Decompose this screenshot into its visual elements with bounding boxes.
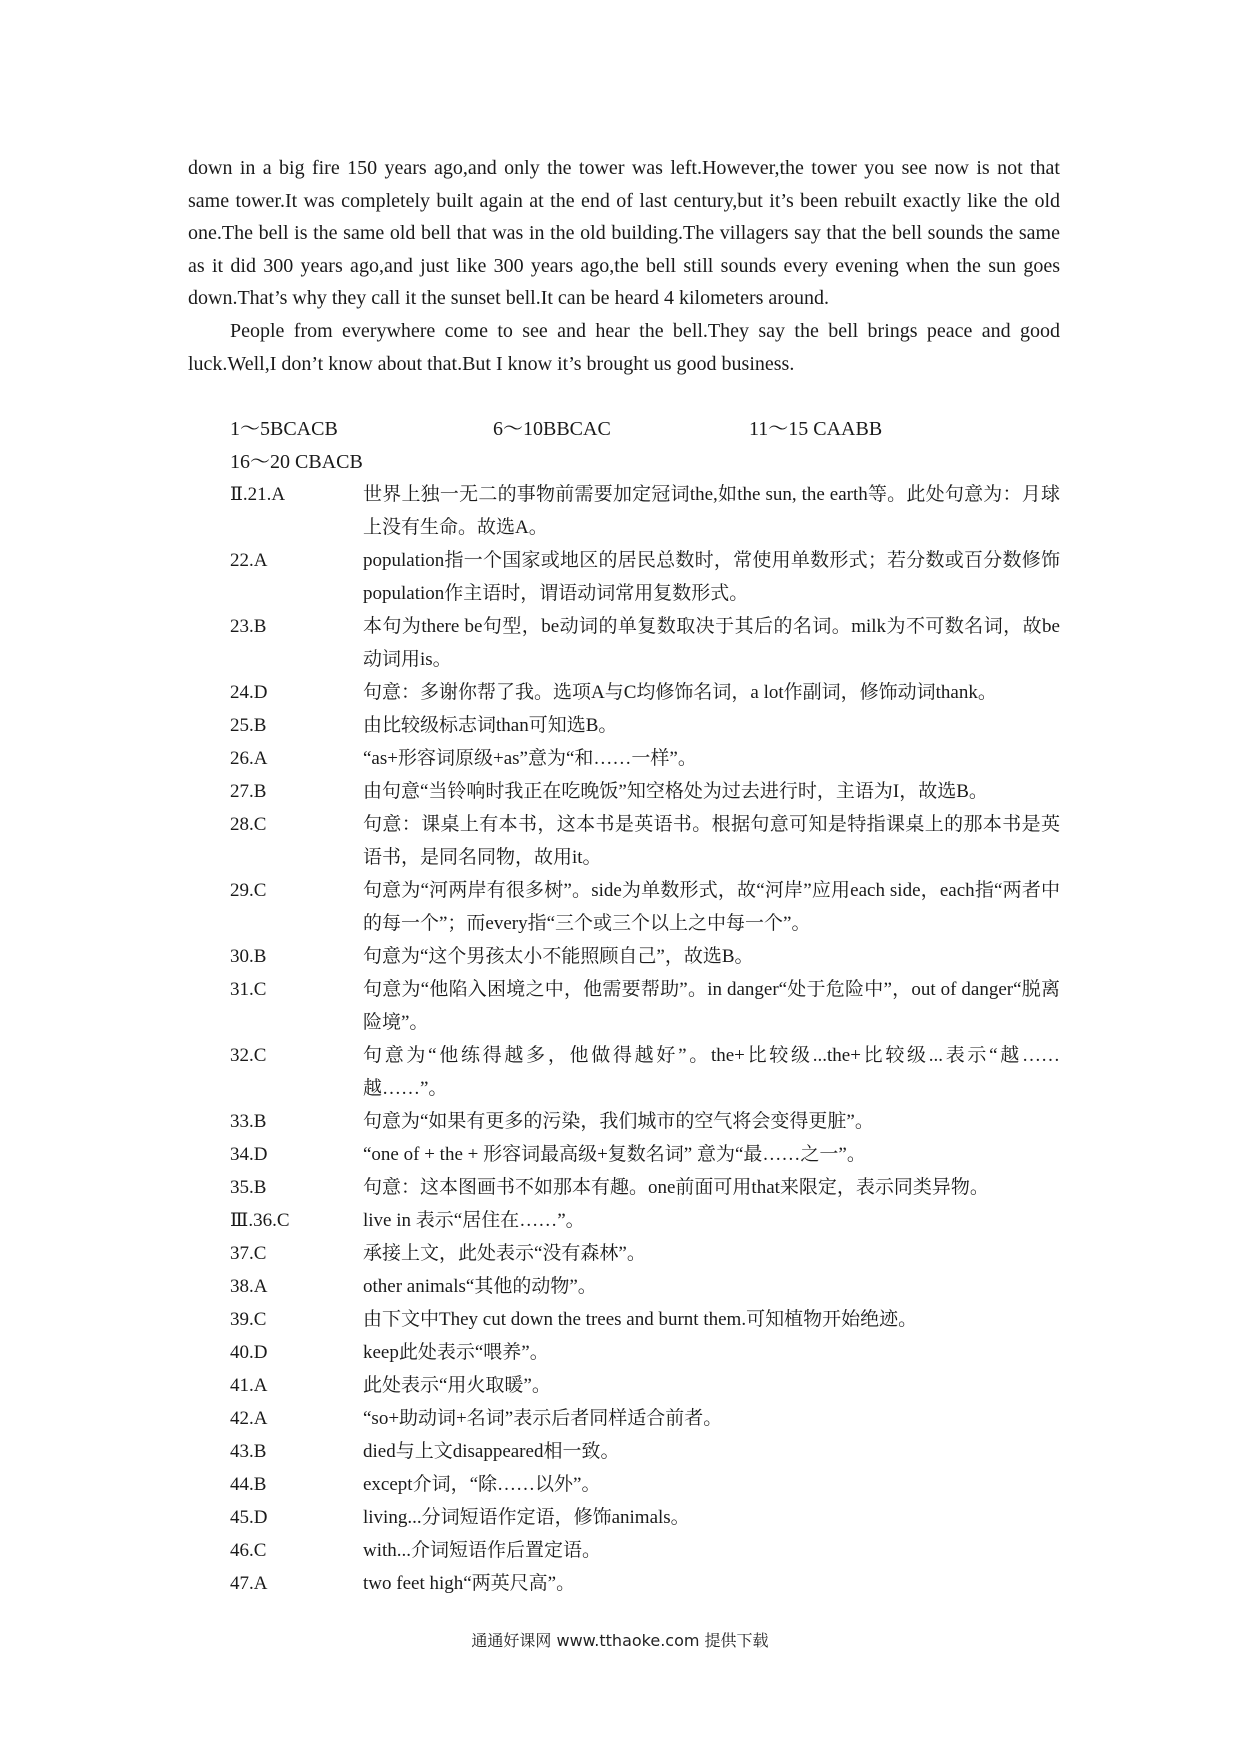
answer-number: 42.A [230, 1408, 268, 1429]
answer-group-6-10: 6～10BBCAC [493, 418, 611, 440]
answer-number: 31.C [230, 979, 267, 1000]
answer-item [230, 544, 1060, 610]
answer-explanation: 承接上文，此处表示“没有森林”。 [363, 1243, 646, 1264]
answer-explanation: 由比较级标志词than可知选B。 [363, 715, 618, 736]
answer-item [230, 1171, 1060, 1204]
answer-explanation: “so+助动词+名词”表示后者同样适合前者。 [363, 1408, 723, 1429]
passage-paragraph-2: People from everywhere come to see and hear the bell.They say the bell brings peace and good luck.Well,I don’t know about that.But I know it’s brought us good business. [188, 319, 1060, 375]
answer-item [230, 1567, 1060, 1600]
answer-explanation: other animals“其他的动物”。 [363, 1276, 597, 1297]
answer-group-16-20: 16～20 CBACB [230, 451, 363, 473]
answer-explanation: 句意为“这个男孩太小不能照顾自己”，故选B。 [363, 946, 754, 967]
answer-explanation: two feet high“两英尺高”。 [363, 1573, 576, 1594]
answer-number: 39.C [230, 1309, 267, 1330]
answer-item [230, 1402, 1060, 1435]
answer-item [230, 1270, 1060, 1303]
answer-explanation: 句意为“他陷入困境之中，他需要帮助”。in danger“处于危险中”，out of danger“脱离险境”。 [363, 979, 1060, 1033]
answer-number: 26.A [230, 748, 268, 769]
answer-explanation: 由下文中They cut down the trees and burnt them.可知植物开始绝迹。 [363, 1309, 918, 1330]
answer-number: 29.C [230, 880, 267, 901]
answer-item [230, 874, 1060, 940]
answer-item [230, 1039, 1060, 1105]
answer-explanation: 由句意“当铃响时我正在吃晚饭”知空格处为过去进行时，主语为I，故选B。 [363, 781, 988, 802]
answer-item [230, 478, 1060, 544]
answer-number: Ⅲ.36.C [230, 1210, 290, 1231]
answer-number: 23.B [230, 616, 267, 637]
answer-number: 44.B [230, 1474, 267, 1495]
answer-number: 33.B [230, 1111, 267, 1132]
listening-answer-row [230, 446, 882, 479]
answer-number: 47.A [230, 1573, 268, 1594]
answer-group-1-5: 1～5BCACB [230, 418, 338, 440]
answer-number: 40.D [230, 1342, 268, 1363]
answer-explanation: keep此处表示“喂养”。 [363, 1342, 549, 1363]
answer-item [230, 1534, 1060, 1567]
answer-explanation: “one of + the + 形容词最高级+复数名词” 意为“最……之一”。 [363, 1144, 866, 1165]
page-footer: 通通好课网 www.tthaoke.com 提供下载 [471, 1631, 769, 1650]
answer-explanation: 句意为“河两岸有很多树”。side为单数形式，故“河岸”应用each side，each指“两者中的每一个”；而every指“三个或三个以上之中每一个”。 [363, 880, 1060, 934]
answer-item [230, 1303, 1060, 1336]
answer-number: 35.B [230, 1177, 267, 1198]
answer-item [230, 610, 1060, 676]
answer-item [230, 1336, 1060, 1369]
answer-number: 27.B [230, 781, 267, 802]
answer-explanation: 句意：这本图画书不如那本有趣。one前面可用that来限定，表示同类异物。 [363, 1177, 989, 1198]
answer-explanation: with...介词短语作后置定语。 [363, 1540, 602, 1561]
answer-item [230, 1369, 1060, 1402]
listening-answer-row [230, 413, 882, 446]
answer-item [230, 973, 1060, 1039]
answer-number: 32.C [230, 1045, 267, 1066]
answer-explanation: living...分词短语作定语，修饰animals。 [363, 1507, 690, 1528]
answer-item [230, 1435, 1060, 1468]
answer-item [230, 940, 1060, 973]
answer-group-11-15: 11～15 CAABB [749, 418, 883, 440]
answer-explanation: except介词，“除……以外”。 [363, 1474, 601, 1495]
answer-explanations [230, 478, 1060, 1600]
passage-paragraph-1: down in a big fire 150 years ago,and only the tower was left.However,the tower you see now is not that same tower.It was completely built again at the end of last century,but it’s been rebuilt exactly like the old one.The bell is the same old bell that was in the old building.The villagers say that the bell sounds the same as it did 300 years ago,and just like 300 years ago,the bell still sounds every evening when the sun goes down.That’s why they call it the sunset bell.It can be heard 4 kilometers around. [188, 157, 1060, 310]
answer-explanation: live in 表示“居住在……”。 [363, 1210, 585, 1231]
answer-item [230, 742, 1060, 775]
answer-item [230, 1204, 1060, 1237]
answer-explanation: 句意为“如果有更多的污染，我们城市的空气将会变得更脏”。 [363, 1111, 874, 1132]
answer-number: Ⅱ.21.A [230, 484, 286, 505]
answer-item [230, 1501, 1060, 1534]
answer-item [230, 1138, 1060, 1171]
answer-number: 34.D [230, 1144, 268, 1165]
answer-item [230, 775, 1060, 808]
answer-item [230, 1237, 1060, 1270]
answer-explanation: “as+形容词原级+as”意为“和……一样”。 [363, 748, 697, 769]
answer-explanation: 此处表示“用火取暖”。 [363, 1375, 551, 1396]
answer-item [230, 709, 1060, 742]
reading-passage [188, 152, 1060, 380]
answer-item [230, 676, 1060, 709]
answer-number: 28.C [230, 814, 267, 835]
answer-explanation: 句意为“他练得越多，他做得越好”。the+比较级...the+比较级...表示“越……越……”。 [363, 1045, 1060, 1099]
answer-explanation: population指一个国家或地区的居民总数时，常使用单数形式；若分数或百分数修饰population作主语时，谓语动词常用复数形式。 [363, 550, 1060, 604]
answer-explanation: 世界上独一无二的事物前需要加定冠词the,如the sun, the earth等。此处句意为：月球上没有生命。故选A。 [363, 484, 1060, 538]
answer-item [230, 1105, 1060, 1138]
answer-explanation: 本句为there be句型，be动词的单复数取决于其后的名词。milk为不可数名词，故be动词用is。 [363, 616, 1060, 670]
answer-item [230, 1468, 1060, 1501]
listening-answer-key [230, 413, 882, 479]
answer-number: 45.D [230, 1507, 268, 1528]
answer-number: 25.B [230, 715, 267, 736]
answer-number: 41.A [230, 1375, 268, 1396]
answer-number: 43.B [230, 1441, 267, 1462]
answer-number: 22.A [230, 550, 268, 571]
answer-number: 38.A [230, 1276, 268, 1297]
answer-number: 24.D [230, 682, 268, 703]
answer-explanation: 句意：课桌上有本书，这本书是英语书。根据句意可知是特指课桌上的那本书是英语书，是同名同物，故用it。 [363, 814, 1060, 868]
answer-number: 30.B [230, 946, 267, 967]
answer-number: 46.C [230, 1540, 267, 1561]
answer-number: 37.C [230, 1243, 267, 1264]
answer-item [230, 808, 1060, 874]
answer-explanation: 句意：多谢你帮了我。选项A与C均修饰名词，a lot作副词，修饰动词thank。 [363, 682, 997, 703]
answer-explanation: died与上文disappeared相一致。 [363, 1441, 620, 1462]
